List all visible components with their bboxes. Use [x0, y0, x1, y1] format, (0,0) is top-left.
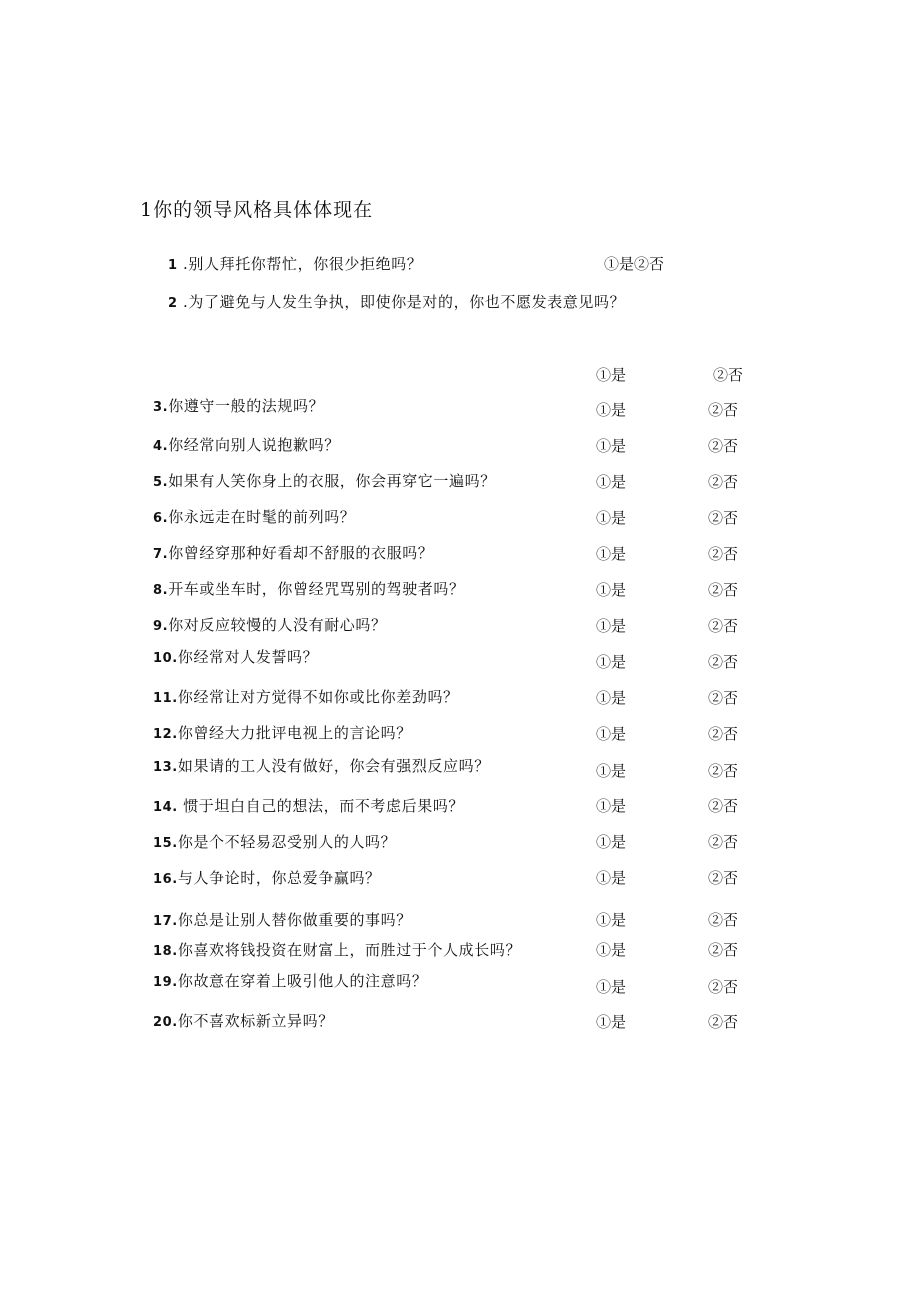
option-yes[interactable]: ①是 [596, 473, 627, 491]
option-no[interactable]: ②否 [713, 366, 744, 384]
option-yes[interactable]: ①是 [596, 653, 627, 671]
question-number: 19. [153, 975, 178, 990]
question-text: 你故意在穿着上吸引他人的注意吗？ [177, 972, 428, 990]
option-yes[interactable]: ①是 [596, 833, 627, 851]
option-no[interactable]: ②否 [708, 437, 739, 455]
question-1 [168, 253, 422, 274]
question-text: 如果有人笑你身上的衣服，你会再穿它一遍吗？ [168, 472, 496, 490]
question-number: 18. [153, 944, 178, 959]
question-number: 3. [153, 400, 169, 415]
question-number: 12. [153, 727, 178, 742]
question-number: 4. [153, 439, 169, 454]
option-no[interactable]: ②否 [708, 617, 739, 635]
question-number: 11. [153, 691, 178, 706]
question-row [153, 970, 427, 991]
question-text: 与人争论时，你总爱争赢吗？ [177, 869, 381, 887]
question-row [153, 646, 318, 667]
option-yes[interactable]: ①是 [596, 509, 627, 527]
question-1-options [604, 253, 664, 274]
question-text: 你曾经穿那种好看却不舒服的衣服吗？ [168, 544, 434, 562]
option-yes[interactable]: ①是 [596, 401, 627, 419]
question-number: 16. [153, 872, 178, 887]
question-text: 如果请的工人没有做好，你会有强烈反应吗？ [177, 757, 490, 775]
question-row [153, 1010, 334, 1031]
option-yes[interactable]: ①是 [596, 725, 627, 743]
option-no[interactable]: ②否 [708, 473, 739, 491]
option-no[interactable]: ②否 [708, 797, 739, 815]
option-yes[interactable]: ①是 [596, 689, 627, 707]
option-no[interactable]: ②否 [708, 833, 739, 851]
option-no[interactable]: ②否 [708, 545, 739, 563]
question-row [153, 722, 412, 743]
question-text: 你曾经大力批评电视上的言论吗？ [177, 724, 412, 742]
option-no[interactable]: ②否 [708, 978, 739, 996]
question-text: 你经常让对方觉得不如你或比你差劲吗？ [177, 688, 459, 706]
option-yes[interactable]: ①是 [596, 911, 627, 929]
option-no[interactable]: ②否 [708, 509, 739, 527]
option-no[interactable]: ②否 [708, 653, 739, 671]
option-no[interactable]: ②否 [708, 941, 739, 959]
question-number: 17. [153, 914, 178, 929]
question-row [153, 614, 387, 635]
option-yes[interactable]: ①是 [596, 869, 627, 887]
question-number: 2 [168, 296, 178, 311]
question-row [153, 831, 396, 852]
option-yes[interactable]: ①是 [596, 1013, 627, 1031]
question-text: 你对反应较慢的人没有耐心吗？ [168, 616, 387, 634]
question-row [153, 506, 355, 527]
question-number: 15. [153, 836, 178, 851]
option-no[interactable]: ②否 [708, 869, 739, 887]
option-yes[interactable]: ①是 [604, 255, 635, 273]
question-number: 1 [168, 258, 178, 273]
page-title: 1你的领导风格具体体现在 [140, 199, 374, 221]
option-yes[interactable]: ①是 [596, 797, 627, 815]
question-row [153, 542, 433, 563]
question-number: 14. [153, 800, 178, 815]
question-row [153, 939, 521, 960]
question-row [153, 795, 464, 816]
question-text: 开车或坐车时，你曾经咒骂别的驾驶者吗？ [168, 580, 465, 598]
question-number: 20. [153, 1015, 178, 1030]
question-text: 你经常向别人说抱歉吗？ [168, 436, 340, 454]
question-text: .别人拜托你帮忙，你很少拒绝吗？ [177, 255, 423, 273]
question-row [153, 578, 465, 599]
option-no[interactable]: ②否 [708, 911, 739, 929]
question-row [153, 867, 381, 888]
question-number: 13. [153, 760, 178, 775]
question-number: 8. [153, 583, 169, 598]
question-text: 你喜欢将钱投资在财富上，而胜过于个人成长吗？ [177, 941, 522, 959]
question-2 [168, 291, 625, 312]
option-no[interactable]: ②否 [634, 255, 665, 273]
option-no[interactable]: ②否 [708, 401, 739, 419]
question-row [153, 686, 459, 707]
option-yes[interactable]: ①是 [596, 762, 627, 780]
option-no[interactable]: ②否 [708, 689, 739, 707]
question-text: 你是个不轻易忍受别人的人吗？ [177, 833, 397, 851]
option-yes[interactable]: ①是 [596, 617, 627, 635]
question-text: 你经常对人发誓吗？ [177, 648, 319, 666]
question-number: 5. [153, 475, 169, 490]
option-no[interactable]: ②否 [708, 762, 739, 780]
question-text: .为了避免与人发生争执，即使你是对的，你也不愿发表意见吗？ [177, 293, 626, 311]
question-number: 9. [153, 619, 169, 634]
question-text: 惯于坦白自己的想法，而不考虑后果吗？ [177, 797, 465, 815]
option-yes[interactable]: ①是 [596, 581, 627, 599]
question-text: 你不喜欢标新立异吗？ [177, 1012, 334, 1030]
question-row [153, 909, 412, 930]
question-number: 10. [153, 651, 178, 666]
option-no[interactable]: ②否 [708, 725, 739, 743]
option-yes[interactable]: ①是 [596, 437, 627, 455]
option-no[interactable]: ②否 [708, 581, 739, 599]
question-row [153, 470, 496, 491]
question-row [153, 434, 340, 455]
option-yes[interactable]: ①是 [596, 545, 627, 563]
question-text: 你永远走在时髦的前列吗？ [168, 508, 356, 526]
option-yes[interactable]: ①是 [596, 366, 627, 384]
question-text: 你总是让别人替你做重要的事吗？ [177, 911, 412, 929]
question-text: 你遵守一般的法规吗？ [168, 397, 325, 415]
question-number: 6. [153, 511, 169, 526]
option-yes[interactable]: ①是 [596, 941, 627, 959]
question-row [153, 755, 490, 776]
question-row [153, 395, 324, 416]
question-number: 7. [153, 547, 169, 562]
option-yes[interactable]: ①是 [596, 978, 627, 996]
option-no[interactable]: ②否 [708, 1013, 739, 1031]
